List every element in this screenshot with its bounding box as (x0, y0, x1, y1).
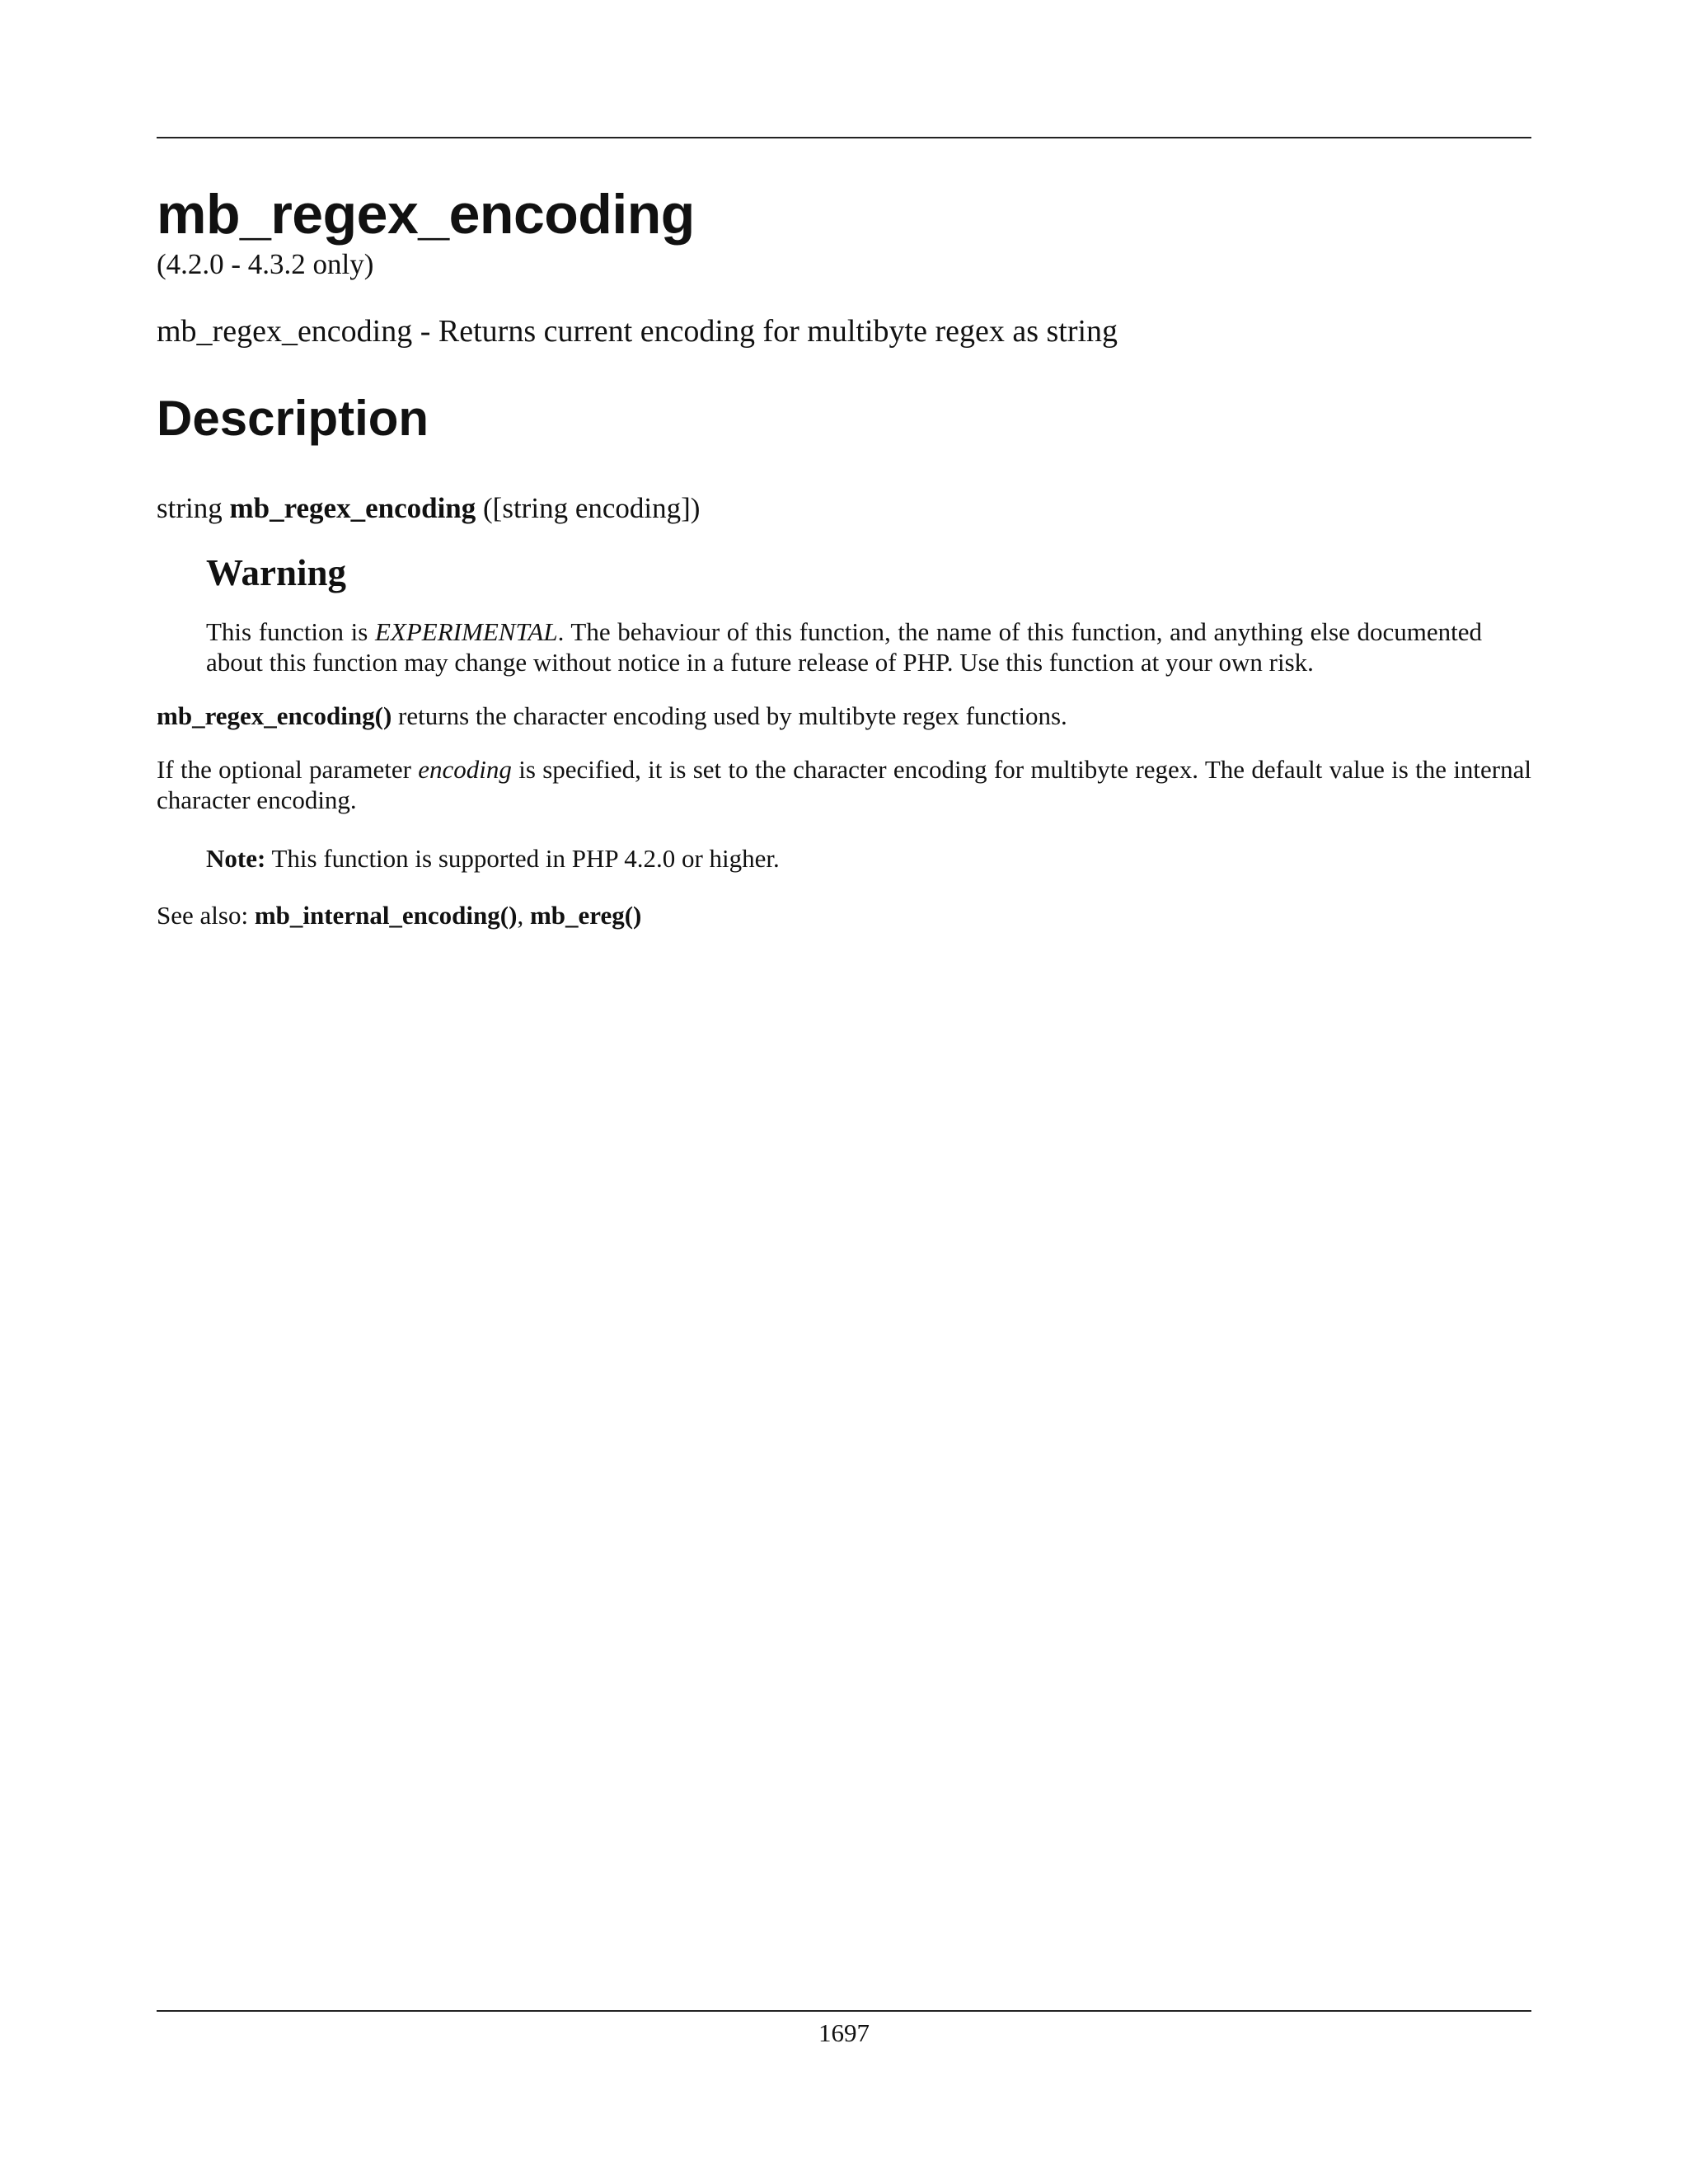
page-number: 1697 (818, 2018, 870, 2047)
header-rule (157, 137, 1531, 138)
synopsis-return-type: string (157, 491, 223, 524)
version-info: (4.2.0 - 4.3.2 only) (157, 248, 374, 280)
page-title: mb_regex_encoding (157, 183, 695, 246)
see-also (157, 900, 1531, 930)
returns-function-name: mb_regex_encoding() (157, 701, 392, 730)
returns-paragraph (157, 701, 1531, 731)
page-content (157, 183, 1531, 930)
synopsis-params: ([string encoding]) (483, 491, 701, 524)
param-text-before: If the optional parameter (157, 754, 411, 784)
function-synopsis (157, 491, 1531, 526)
see-also-separator: , (517, 900, 524, 930)
warning-emphasis: EXPERIMENTAL (375, 616, 558, 646)
note-text: This function is supported in PHP 4.2.0 or higher. (271, 843, 780, 873)
warning-text-after: . The behaviour of this function, the name of this function, and anything else documented about this function may change without notice in a future release of PHP. Use this function at your own risk. (206, 616, 1482, 677)
synopsis-function-name: mb_regex_encoding (229, 491, 476, 524)
parameter-paragraph (157, 754, 1531, 815)
warning-box (206, 551, 1482, 677)
section-heading-description: Description (157, 390, 429, 446)
warning-text-before: This function is (206, 616, 368, 646)
note-label: Note: (206, 843, 266, 873)
function-purpose: mb_regex_encoding - Returns current encoding for multibyte regex as string (157, 314, 1118, 349)
param-text-after: is specified, it is set to the character encoding for multibyte regex. The default value is the internal character encoding. (157, 754, 1531, 814)
footer-rule (157, 2010, 1531, 2012)
see-also-label: See also: (157, 900, 249, 930)
returns-text: returns the character encoding used by multibyte regex functions. (398, 701, 1067, 730)
param-name: encoding (418, 754, 512, 784)
see-also-link-mb-internal-encoding[interactable]: mb_internal_encoding() (254, 900, 518, 930)
warning-heading: Warning (206, 551, 347, 593)
note (206, 843, 1531, 874)
warning-text (206, 616, 1482, 677)
see-also-link-mb-ereg[interactable]: mb_ereg() (529, 900, 642, 930)
